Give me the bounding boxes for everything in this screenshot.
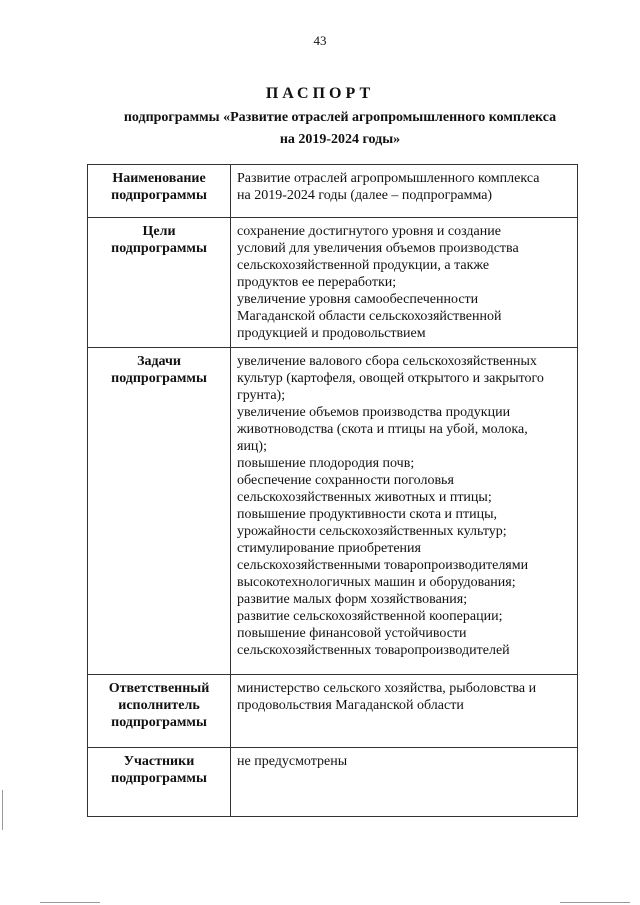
value-line: сельскохозяйственных товаропроизводителей: [237, 643, 510, 658]
page-number: 43: [313, 33, 327, 48]
document-title: ПАСПОРТ: [265, 85, 375, 102]
value-line: продовольствия Магаданской области: [237, 698, 464, 713]
value-line: обеспечение сохранности поголовья: [237, 473, 454, 488]
row-label-goals: [88, 218, 231, 348]
label-line: Участники: [123, 754, 195, 769]
document-subtitle: [60, 107, 620, 151]
value-line: сохранение достигнутого уровня и создание: [237, 224, 501, 239]
subtitle-line: подпрограммы «Развитие отраслей агропромышленного комплекса: [123, 110, 557, 125]
value-line: условий для увеличения объемов производства: [237, 241, 519, 256]
value-line: яиц);: [237, 439, 267, 454]
value-line: сельскохозяйственных животных и птицы;: [237, 490, 492, 505]
value-line: животноводства (скота и птицы на убой, молока,: [237, 422, 528, 437]
label-line: подпрограммы: [111, 241, 207, 256]
value-line: стимулирование приобретения: [237, 541, 421, 556]
passport-table: [87, 164, 578, 817]
label-line: Задачи: [137, 354, 181, 369]
scan-artifact-bottom: [560, 902, 630, 903]
label-line: подпрограммы: [111, 371, 207, 386]
value-line: повышение продуктивности скота и птицы,: [237, 507, 498, 522]
value-line: грунта);: [237, 388, 286, 403]
value-line: урожайности сельскохозяйственных культур;: [237, 524, 507, 539]
row-label-participants: [88, 748, 231, 817]
scan-artifact-left: [2, 790, 3, 830]
label-line: Наименование: [112, 171, 206, 186]
value-line: развитие малых форм хозяйствования;: [237, 592, 468, 607]
label-line: Ответственный: [108, 681, 210, 696]
subtitle-line: на 2019-2024 годы»: [279, 132, 401, 147]
label-line: подпрограммы: [111, 771, 207, 786]
row-value-goals: [231, 218, 578, 348]
value-line: сельскохозяйственной продукции, а также: [237, 258, 490, 273]
row-label-name: [88, 165, 231, 218]
table-row: [88, 748, 578, 817]
value-line: высокотехнологичных машин и оборудования;: [237, 575, 516, 590]
label-line: Цели: [142, 224, 176, 239]
value-line: Развитие отраслей агропромышленного комплекса: [237, 171, 540, 186]
label-line: подпрограммы: [111, 188, 207, 203]
label-line: подпрограммы: [111, 715, 207, 730]
row-label-tasks: [88, 348, 231, 675]
row-value-executor: [231, 675, 578, 748]
value-line: увеличение уровня самообеспеченности: [237, 292, 479, 307]
scan-artifact-bottom: [40, 902, 100, 903]
value-line: сельскохозяйственными товаропроизводителями: [237, 558, 529, 573]
value-line: увеличение объемов производства продукции: [237, 405, 511, 420]
value-line: культур (картофеля, овощей открытого и закрытого: [237, 371, 544, 386]
table-row: [88, 348, 578, 675]
value-line: не предусмотрены: [237, 754, 348, 769]
table-row: [88, 675, 578, 748]
table-row: [88, 165, 578, 218]
value-line: повышение плодородия почв;: [237, 456, 415, 471]
value-line: на 2019-2024 годы (далее – подпрограмма): [237, 188, 493, 203]
label-line: исполнитель: [118, 698, 200, 713]
row-value-participants: [231, 748, 578, 817]
value-line: министерство сельского хозяйства, рыболовства и: [237, 681, 537, 696]
value-line: повышение финансовой устойчивости: [237, 626, 467, 641]
value-line: продукцией и продовольствием: [237, 326, 426, 341]
value-line: продуктов ее переработки;: [237, 275, 397, 290]
value-line: увеличение валового сбора сельскохозяйственных: [237, 354, 537, 369]
row-label-executor: [88, 675, 231, 748]
row-value-tasks: [231, 348, 578, 675]
value-line: Магаданской области сельскохозяйственной: [237, 309, 502, 324]
row-value-name: [231, 165, 578, 218]
value-line: развитие сельскохозяйственной кооперации;: [237, 609, 503, 624]
table-row: [88, 218, 578, 348]
